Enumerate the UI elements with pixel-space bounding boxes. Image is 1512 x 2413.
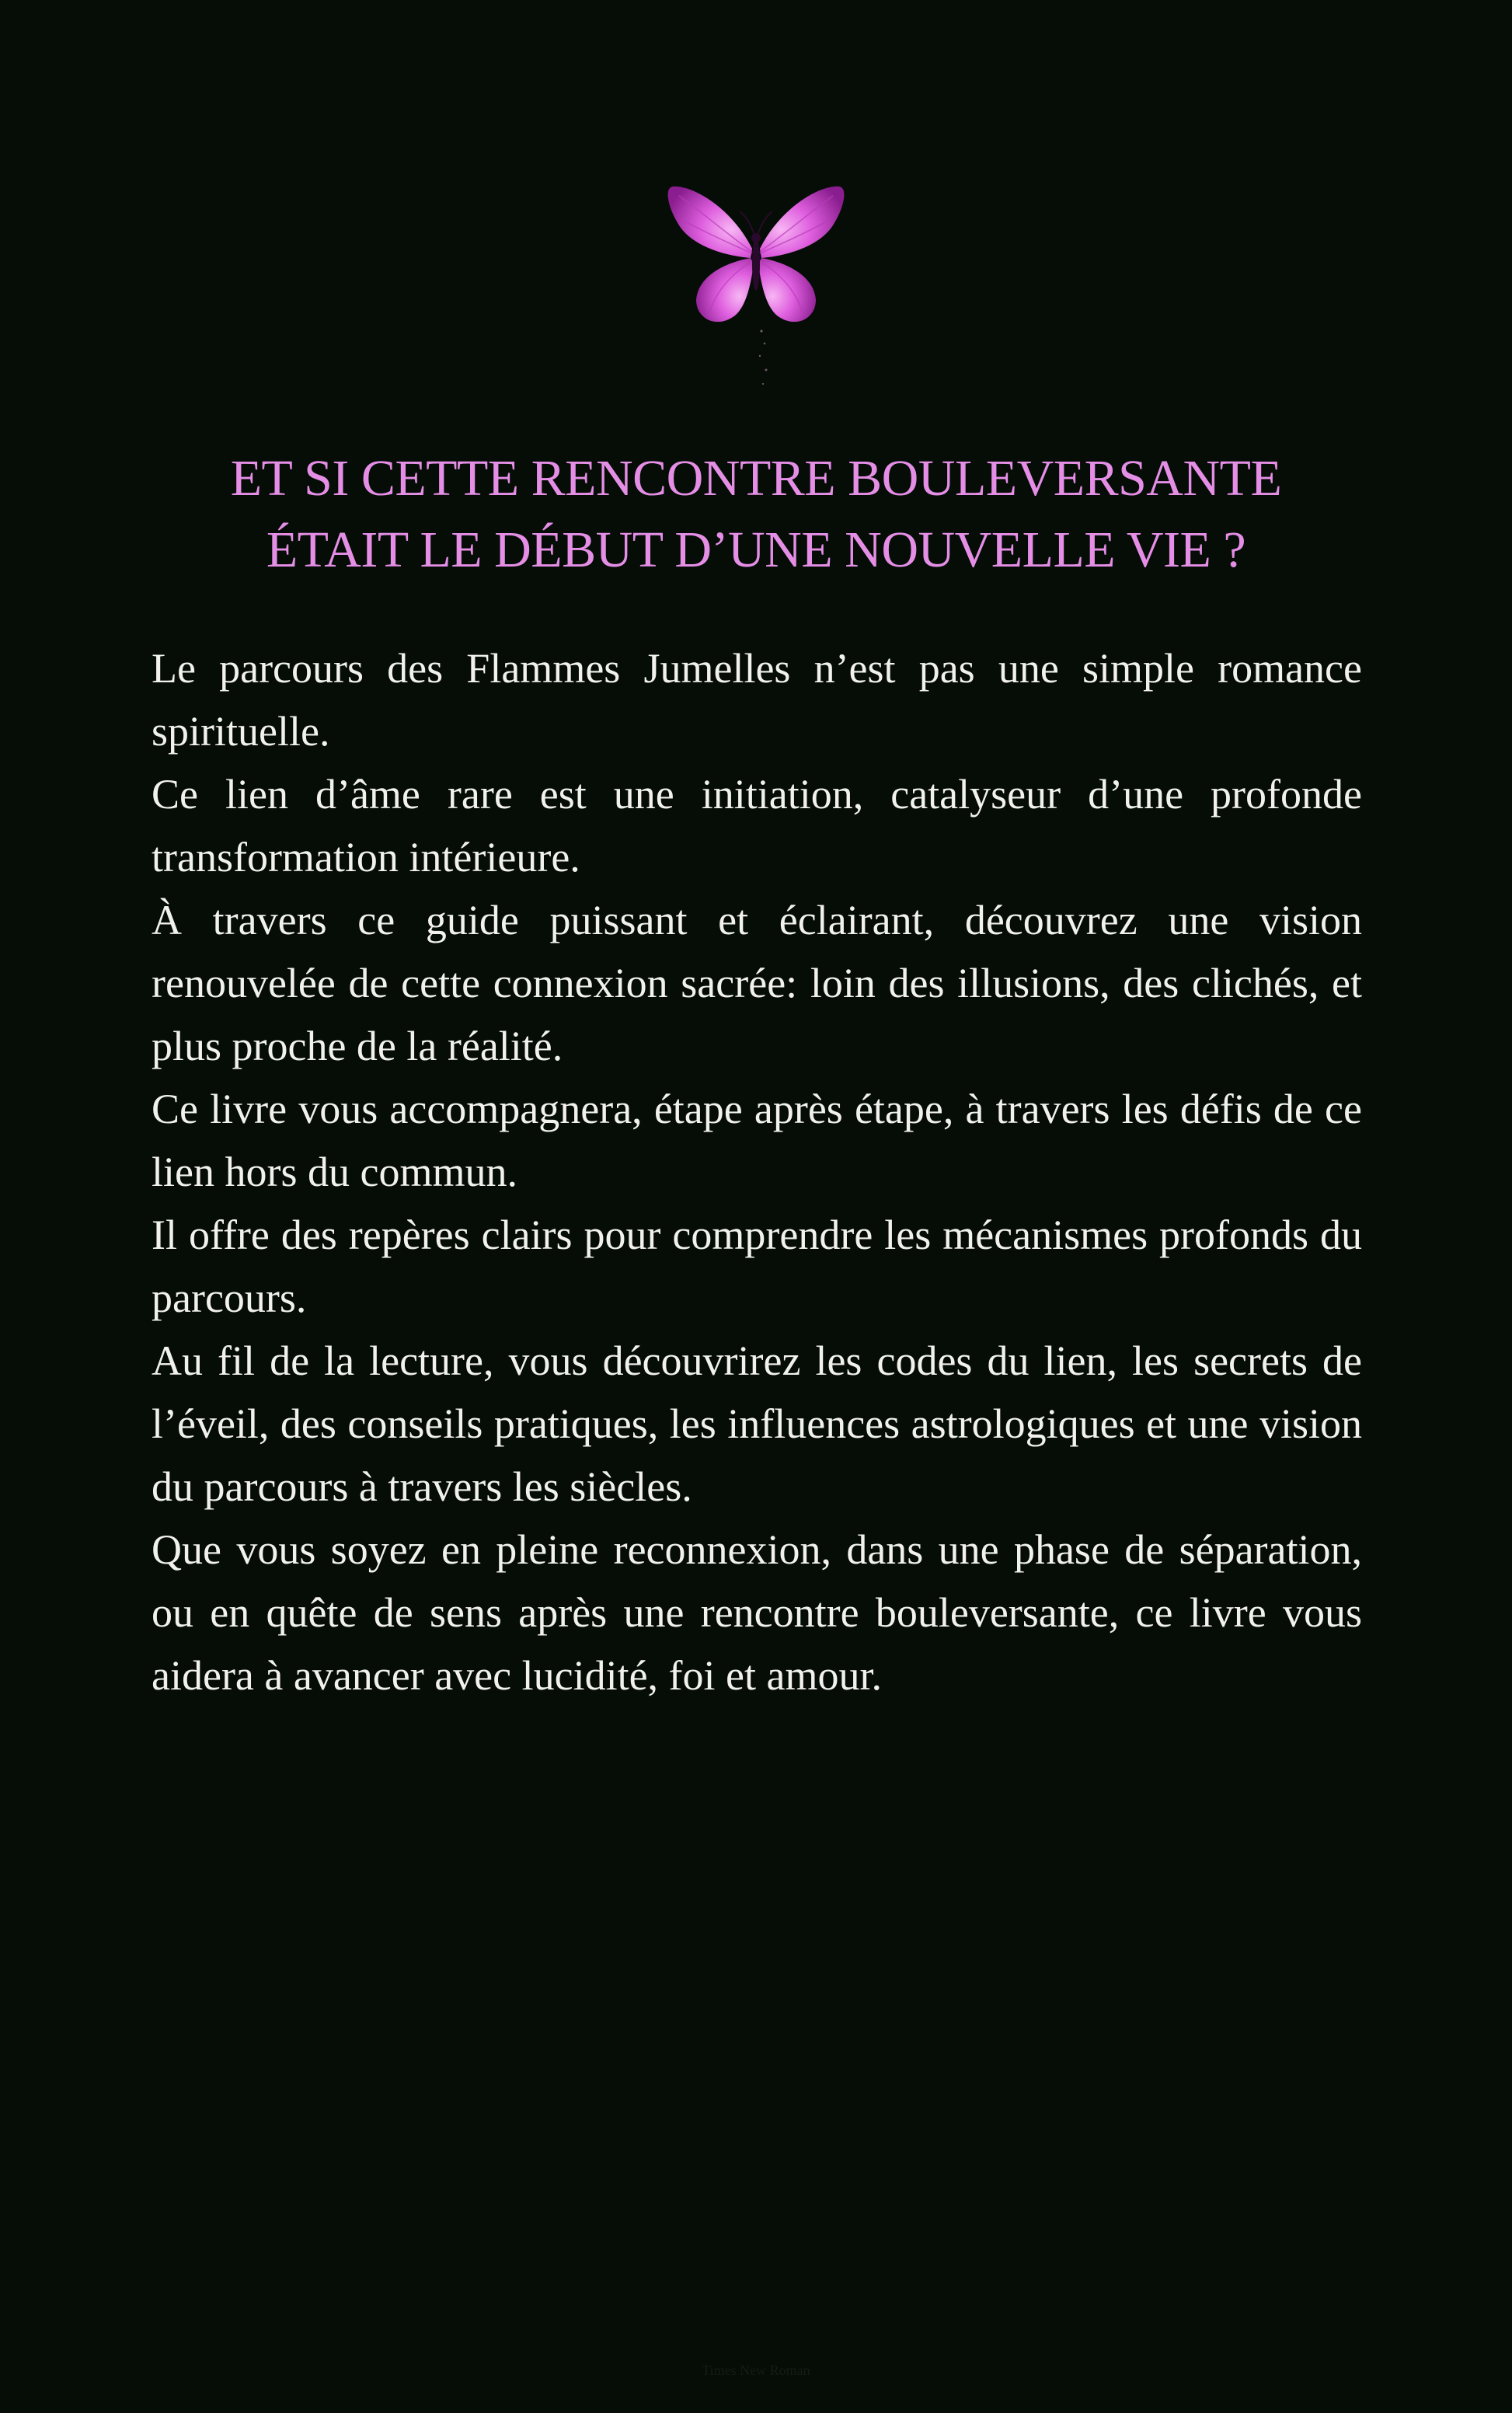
- paragraph: Ce lien d’âme rare est une initiation, catalyseur d’une profonde transformation intérieure.: [152, 771, 1362, 880]
- sparkle-trail-icon: [752, 326, 775, 396]
- butterfly-icon: [662, 177, 850, 333]
- paragraph: Que vous soyez en pleine reconnexion, dans une phase de séparation, ou en quête de sens après une rencontre bouleversante, ce livre vous aidera à avancer avec lucidité, foi et amour.: [152, 1526, 1362, 1699]
- paragraph: Au fil de la lecture, vous découvrirez les codes du lien, les secrets de l’éveil, des conseils pratiques, les influences astrologiques et une vision du parcours à travers les siècles.: [152, 1337, 1362, 1510]
- paragraph: Il offre des repères clairs pour comprendre les mécanismes profonds du parcours.: [152, 1212, 1362, 1321]
- paragraph: À travers ce guide puissant et éclairant, découvrez une vision renouvelée de cette connexion sacrée: loin des illusions, des clichés, et plus proche de la réalité.: [152, 897, 1362, 1069]
- description: [152, 637, 1362, 1707]
- footer-note: Times New Roman: [702, 2362, 810, 2378]
- headline-line-2: ÉTAIT LE DÉBUT D’UNE NOUVELLE VIE ?: [266, 521, 1246, 578]
- paragraph: Le parcours des Flammes Jumelles n’est pas une simple romance spirituelle.: [152, 645, 1362, 755]
- headline-line-1: ET SI CETTE RENCONTRE BOULEVERSANTE: [230, 450, 1282, 507]
- headline: [0, 443, 1512, 586]
- paragraph: Ce livre vous accompagnera, étape après étape, à travers les défis de ce lien hors du commun.: [152, 1086, 1362, 1195]
